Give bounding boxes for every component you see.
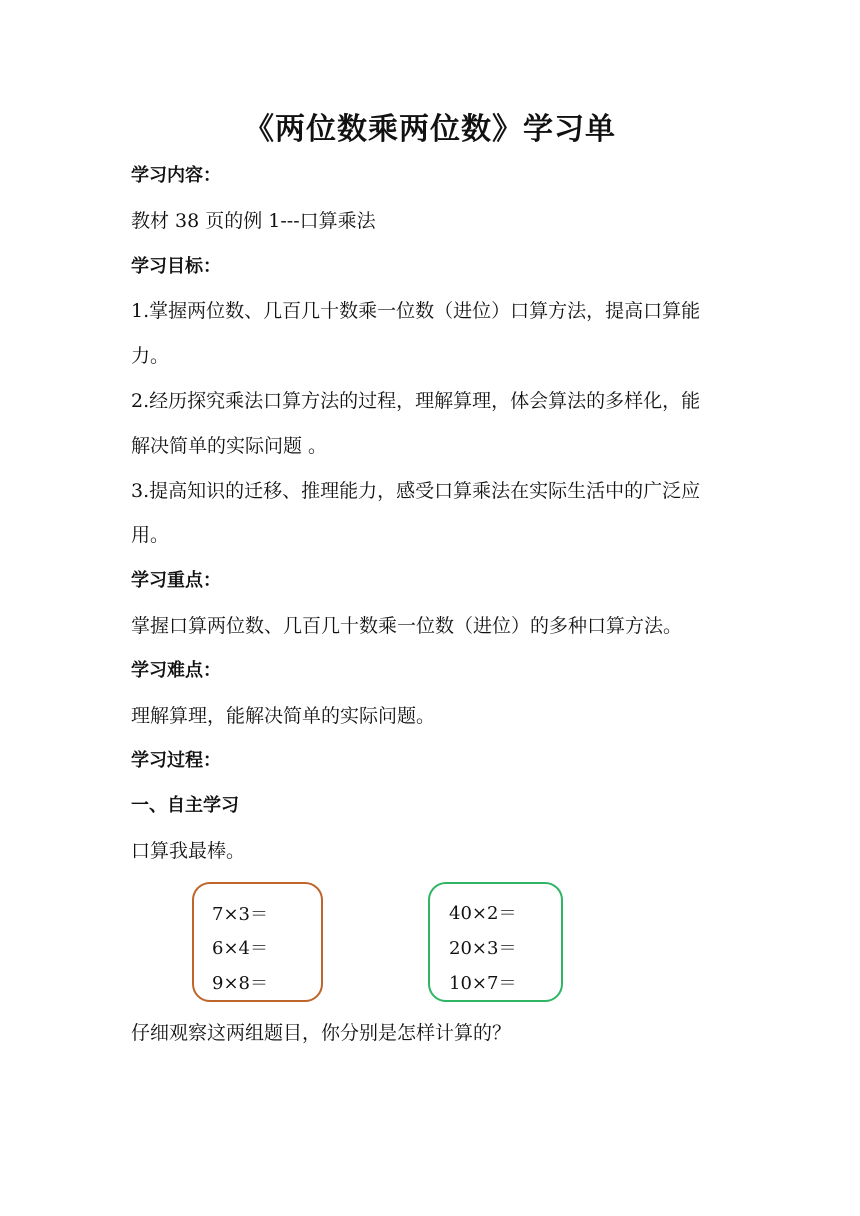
box2-expression-3: 10×7＝ [449,973,517,994]
difficult-text: 理解算理，能解决简单的实际问题。 [131,705,436,727]
process-heading: 学习过程： [131,750,221,771]
goals-heading: 学习目标： [131,256,221,277]
content-heading: 学习内容： [131,165,221,186]
goal-3-line-1: 3.提高知识的迁移、推理能力，感受口算乘法在实际生活中的广泛应 [131,480,701,502]
question-text: 仔细观察这两组题目，你分别是怎样计算的？ [131,1022,512,1044]
goal-2-line-2: 解决简单的实际问题 。 [131,435,328,457]
box2-expression-1: 40×2＝ [449,903,517,924]
goal-1-line-2: 力。 [131,345,170,367]
box2-expression-2: 20×3＝ [449,938,517,959]
goal-1-line-1: 1.掌握两位数、几百几十数乘一位数（进位）口算方法，提高口算能 [131,300,701,322]
document-title: 《两位数乘两位数》学习单 [244,112,616,147]
section1-intro: 口算我最棒。 [131,840,246,862]
difficult-heading: 学习难点： [131,660,221,681]
content-text: 教材 38 页的例 1---口算乘法 [131,210,376,232]
section1-heading: 一、自主学习 [131,795,239,816]
box1-expression-3: 9×8＝ [212,973,268,994]
key-heading: 学习重点： [131,570,221,591]
goal-2-line-1: 2.经历探究乘法口算方法的过程，理解算理，体会算法的多样化，能 [131,390,701,412]
box1-expression-2: 6×4＝ [212,938,268,959]
box1-expression-1: 7×3＝ [212,904,268,925]
goal-3-line-2: 用。 [131,524,170,546]
key-text: 掌握口算两位数、几百几十数乘一位数（进位）的多种口算方法。 [131,615,683,637]
